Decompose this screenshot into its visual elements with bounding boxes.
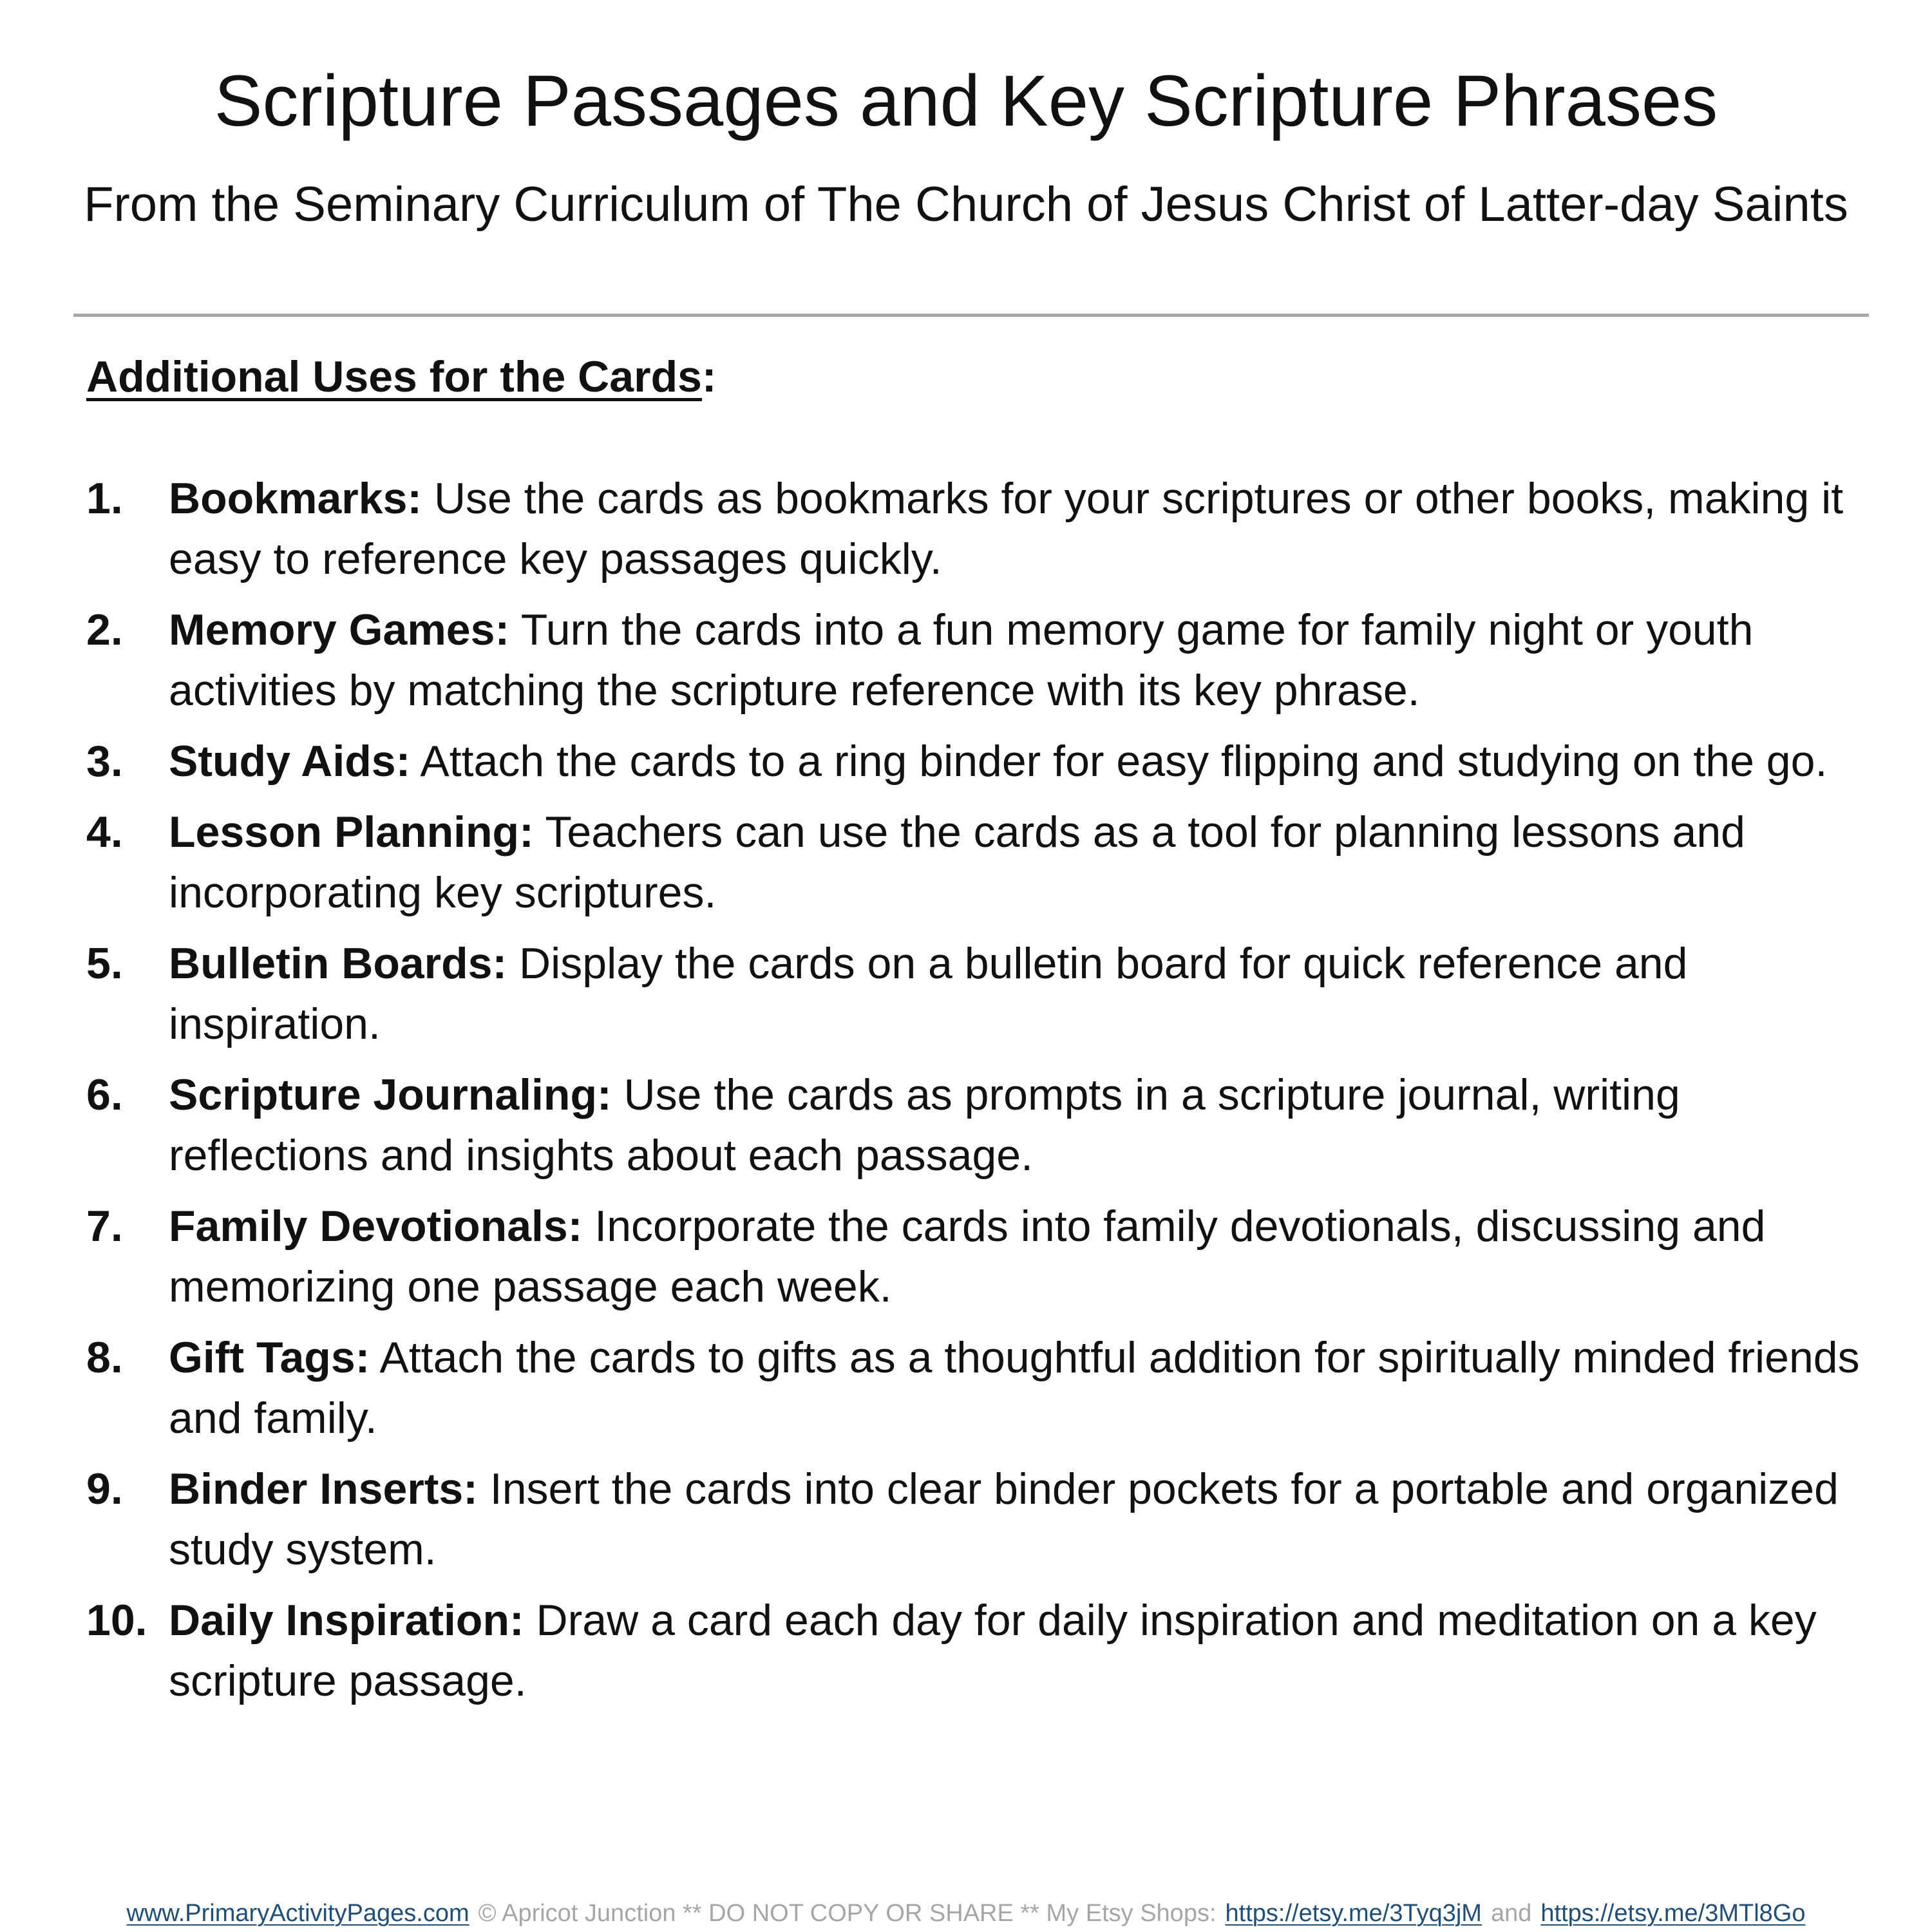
list-item-label: Family Devotionals: [169,1202,583,1251]
list-item [86,731,1877,791]
list-item-number: 4. [86,808,123,857]
list-item-label: Bookmarks: [169,474,422,523]
list-item [86,802,1877,923]
and-text: and [1490,1900,1532,1927]
section-heading-colon: : [701,352,717,401]
list-item-text: Teachers can use the cards as a tool for planning lessons and incorporating key scriptures. [169,808,1745,917]
page-title: Scripture Passages and Key Scripture Phrases [214,61,1718,141]
footer [0,1898,1932,1929]
list-item [86,1459,1877,1580]
list-item [86,933,1877,1054]
copyright-notice: © Apricot Junction ** DO NOT COPY OR SHARE ** My Etsy Shops: [478,1900,1217,1927]
etsy-shop-link-2[interactable]: https://etsy.me/3MTl8Go [1540,1900,1806,1927]
list-item [86,1196,1877,1317]
header-divider [73,314,1869,317]
list-item [86,1327,1877,1448]
list-item-label: Memory Games: [169,605,510,654]
list-item-number: 9. [86,1464,123,1513]
list-item-number: 5. [86,939,123,988]
site-link[interactable]: www.PrimaryActivityPages.com [126,1900,469,1927]
list-item-text: Attach the cards to a ring binder for easy flipping and studying on the go. [420,737,1828,786]
uses-list [86,468,1877,1721]
list-item-label: Daily Inspiration: [169,1596,524,1645]
list-item-number: 10. [86,1596,147,1645]
list-item [86,1065,1877,1186]
list-item-text: Display the cards on a bulletin board for quick reference and inspiration. [169,939,1688,1048]
list-item-number: 2. [86,605,123,654]
list-item-label: Gift Tags: [169,1333,370,1382]
list-item [86,1590,1877,1711]
section-heading-text: Additional Uses for the Cards [86,352,702,401]
page-subtitle: From the Seminary Curriculum of The Church of Jesus Christ of Latter-day Saints [84,177,1848,232]
list-item-text: Insert the cards into clear binder pockets for a portable and organized study system. [169,1464,1839,1574]
list-item-label: Binder Inserts: [169,1464,478,1513]
list-item [86,468,1877,589]
list-item-text: Attach the cards to gifts as a thoughtful addition for spiritually minded friends and family. [169,1333,1860,1443]
etsy-shop-link-1[interactable]: https://etsy.me/3Tyq3jM [1225,1900,1482,1927]
list-item-label: Scripture Journaling: [169,1070,612,1119]
section-heading [86,349,717,404]
list-item-text: Draw a card each day for daily inspiration and meditation on a key scripture passage. [169,1596,1817,1705]
list-item-label: Study Aids: [169,737,411,786]
list-item-label: Lesson Planning: [169,808,534,857]
list-item-number: 6. [86,1070,123,1119]
list-item-text: Turn the cards into a fun memory game for family night or youth activities by matching the scripture reference with its key phrase. [169,605,1754,715]
list-item-number: 1. [86,474,123,523]
list-item-label: Bulletin Boards: [169,939,507,988]
list-item-number: 8. [86,1333,123,1382]
list-item-number: 7. [86,1202,123,1251]
list-item-text: Use the cards as prompts in a scripture journal, writing reflections and insights about each passage. [169,1070,1680,1180]
list-item [86,600,1877,721]
list-item-text: Incorporate the cards into family devotionals, discussing and memorizing one passage each week. [169,1202,1766,1311]
list-item-number: 3. [86,737,123,786]
list-item-text: Use the cards as bookmarks for your scriptures or other books, making it easy to reference key passages quickly. [169,474,1844,583]
